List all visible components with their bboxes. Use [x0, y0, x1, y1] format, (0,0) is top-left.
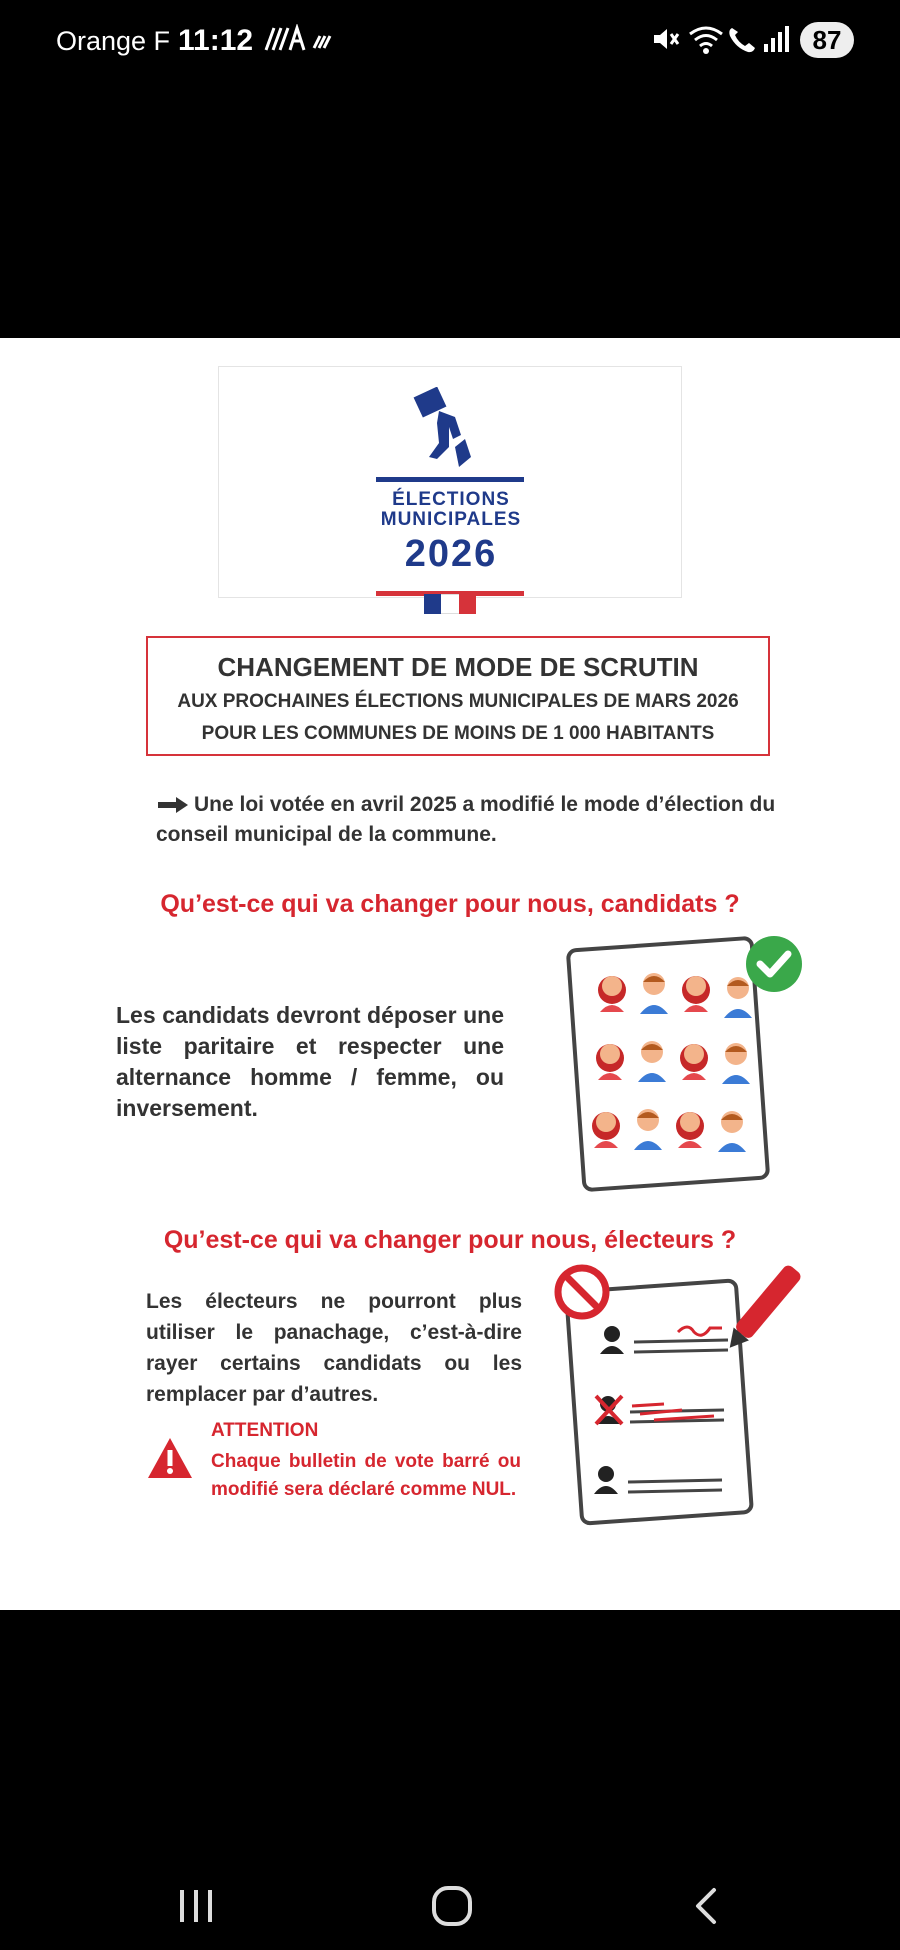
- logo-year: 2026: [404, 533, 498, 575]
- logo-blue-line: [376, 477, 524, 482]
- clock: 11:12: [178, 24, 254, 57]
- elections-logo: [218, 366, 682, 598]
- intro-paragraph: [156, 790, 796, 850]
- attention-title: ATTENTION: [211, 1420, 319, 1441]
- battery-indicator: 87: [800, 22, 854, 58]
- carrier-name: Orange F: [56, 26, 171, 56]
- prohibited-icon: [558, 1268, 606, 1316]
- wifi-icon: [688, 24, 724, 54]
- home-icon[interactable]: [430, 1884, 474, 1928]
- candidates-text: Les candidats devront déposer une liste paritaire et respecter une alternance homme / femme, ou inversement.: [116, 1002, 504, 1121]
- check-icon: [746, 936, 802, 992]
- poster-image: [0, 338, 900, 1610]
- signal-icon: [762, 24, 792, 54]
- republique-flag-icon: [424, 594, 476, 614]
- mute-icon: [650, 24, 680, 54]
- attention-text: Chaque bulletin de vote barré ou modifié sera déclaré comme NUL.: [211, 1451, 521, 1500]
- status-bar: [0, 0, 900, 86]
- logo-line1: ÉLECTIONS: [392, 489, 510, 510]
- ballot-illustration: [548, 1254, 808, 1554]
- call-icon: [726, 24, 758, 54]
- voters-heading: Qu’est-ce qui va changer pour nous, électeurs ?: [163, 1226, 737, 1254]
- candidate-list-illustration: [560, 930, 810, 1200]
- ballot-hand-icon: [409, 387, 489, 477]
- warning-icon: [146, 1436, 194, 1480]
- recent-apps-icon[interactable]: [176, 1886, 216, 1926]
- title-sub2: POUR LES COMMUNES DE MOINS DE 1 000 HABITANTS: [201, 723, 715, 744]
- intro-text: Une loi votée en avril 2025 a modifié le mode d’élection du conseil municipal de la commune.: [156, 793, 776, 846]
- notification-icons: [264, 24, 334, 54]
- logo-line2: MUNICIPALES: [380, 509, 522, 530]
- navigation-bar: [0, 1830, 900, 1950]
- voters-text: Les électeurs ne pourront plus utiliser le panachage, c’est-à-dire rayer certains candidats ou les remplacer par d’autres.: [146, 1290, 522, 1406]
- title-sub1: AUX PROCHAINES ÉLECTIONS MUNICIPALES DE MARS 2026: [177, 691, 739, 712]
- title-main: CHANGEMENT DE MODE DE SCRUTIN: [217, 652, 699, 682]
- arrow-right-icon: [156, 795, 190, 815]
- back-icon[interactable]: [690, 1886, 724, 1926]
- title-box: [146, 636, 770, 756]
- candidates-heading: Qu’est-ce qui va changer pour nous, candidats ?: [160, 890, 740, 918]
